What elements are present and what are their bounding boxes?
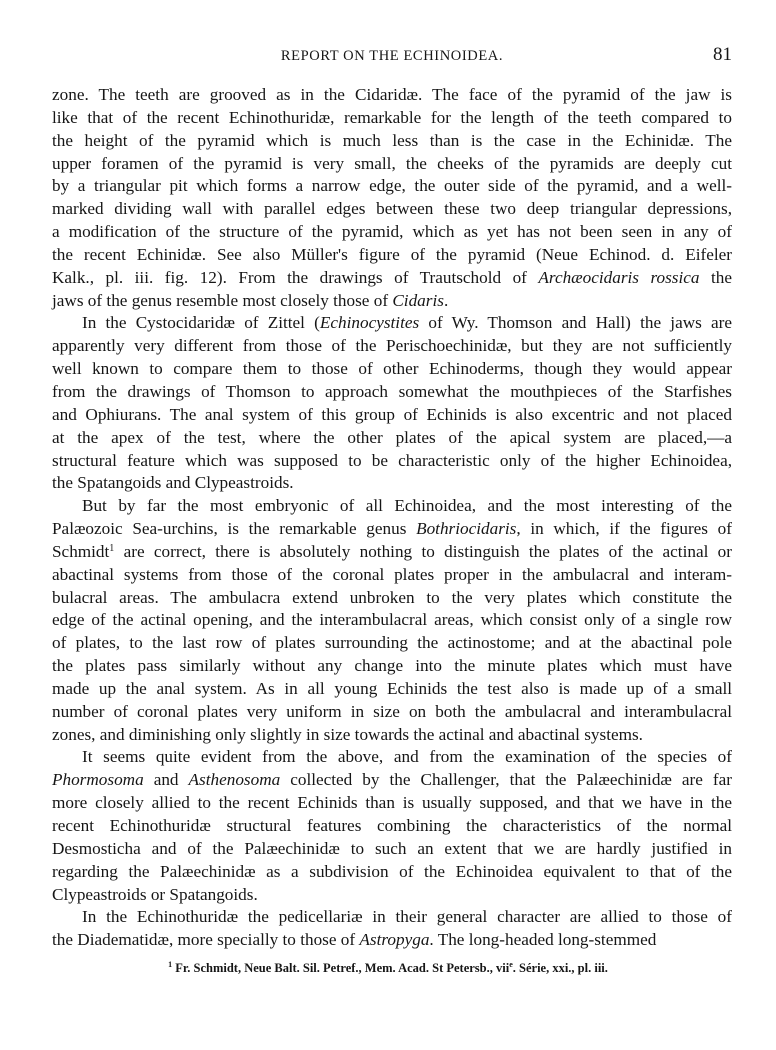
text-line: Clypeastroids or Spatangoids. (52, 884, 258, 904)
text-span: are correct, there is absolutely nothing to distinguish the plates of the actinal or (114, 541, 732, 561)
text-line (52, 518, 732, 541)
text-span: . The long-headed long-stemmed (429, 930, 657, 950)
text-line: of plates, to the last row of plates surrounding the actinostome; and at the abactinal pole (52, 633, 732, 653)
text-line: marked dividing wall with parallel edges between these two deep triangular depressions, (52, 199, 732, 219)
italic-term: Asthenosoma (188, 770, 281, 790)
text-line: more closely allied to the recent Echinids than is usually supposed, and that we have in the (52, 793, 732, 813)
italic-term: Bothriocidaris (416, 519, 517, 539)
text-line: at the apex of the test, where the other plates of the apical system are placed,—a (52, 427, 732, 447)
text-line: In the Echinothuridæ the pedicellariæ in their general character are allied to those of (82, 907, 732, 927)
italic-term: Cidaris (392, 290, 444, 310)
text-line: regarding the Palæechinidæ as a subdivision of the Echinoidea equivalent to that of the (52, 861, 732, 881)
text-line (52, 929, 732, 952)
text-line: recent Echinothuridæ structural features combining the characteristics of the normal (52, 816, 732, 835)
text-line (52, 769, 732, 792)
footnote (0, 961, 776, 976)
footnote-superscript: e (509, 960, 513, 969)
text-line: by a triangular pit which forms a narrow edge, the outer side of the pyramid, and a well- (52, 176, 732, 196)
paragraph (52, 906, 732, 952)
page-number: 81 (713, 44, 732, 65)
text-line: But by far the most embryonic of all Echinoidea, and the most interesting of the (82, 496, 732, 516)
text-span: In the Cystocidaridæ of Zittel ( (82, 313, 320, 333)
text-line (52, 290, 732, 313)
paragraph (52, 312, 732, 495)
italic-term: Phormosoma (52, 770, 144, 790)
text-line (52, 312, 732, 335)
text-line: the height of the pyramid which is much less than is the case in the Echinidæ. The (52, 130, 732, 150)
text-line: made up the anal system. As in all young Echinids the test also is made up of a small (52, 678, 732, 698)
footnote-text-end: . Série, xxi., pl. iii. (512, 961, 608, 975)
text-line (52, 541, 732, 564)
paragraph (52, 746, 732, 906)
text-span: Kalk., pl. iii. fig. 12). From the drawings of Trautschold of (52, 267, 539, 287)
text-line: and Ophiurans. The anal system of this group of Echinids is also excentric and not placed (52, 404, 732, 424)
text-line: It seems quite evident from the above, and from the examination of the species of (82, 747, 732, 767)
text-line (52, 267, 732, 290)
text-span: jaws of the genus resemble most closely those of (52, 290, 393, 310)
text-line: zones, and diminishing only slightly in size towards the actinal and abactinal systems. (52, 724, 643, 744)
text-span: and (143, 770, 189, 790)
running-header (52, 44, 732, 68)
text-line: Desmosticha and of the Palæechinidæ to such an extent that we are hardly justified in (52, 838, 732, 858)
text-line: structural feature which was supposed to be characteristic only of the higher Echinoidea, (52, 450, 732, 470)
text-span: Schmidt (52, 541, 110, 561)
footnote-reference: 1 (109, 542, 115, 554)
body-text (52, 84, 732, 952)
text-line: bulacral areas. The ambulacra extend unbroken to the very plates which constitute the (52, 587, 732, 607)
italic-term: Astropyga (359, 930, 430, 950)
text-line: number of coronal plates very uniform in size on both the ambulacral and interambulacral (52, 701, 732, 721)
text-line: like that of the recent Echinothuridæ, remarkable for the length of the teeth compared to (52, 107, 732, 127)
footnote-text: Fr. Schmidt, Neue Balt. Sil. Petref., Mem. Acad. St Petersb., vii (172, 961, 510, 975)
text-line: abactinal systems from those of the coronal plates proper in the ambulacral and interam- (52, 564, 732, 584)
text-line: from the drawings of Thomson to approach somewhat the mouthpieces of the Starfishes (52, 381, 732, 401)
text-line: upper foramen of the pyramid is very small, the cheeks of the pyramids are deeply cut (52, 153, 732, 173)
text-line: well known to compare them to those of other Echinoderms, though they would appear (52, 359, 732, 379)
text-span: of Wy. Thomson and Hall) the jaws are (419, 313, 732, 333)
text-line: apparently very different from those of the Perischoechinidæ, but they are not sufficiently (52, 336, 732, 356)
text-line: the Spatangoids and Clypeastroids. (52, 473, 294, 493)
text-line: zone. The teeth are grooved as in the Cidaridæ. The face of the pyramid of the jaw is (52, 85, 732, 104)
text-span: , in which, if the figures of (516, 519, 732, 539)
text-span: the Diadematidæ, more specially to those of (52, 930, 360, 950)
text-line: edge of the actinal opening, and the interambulacral areas, which consist only of a single row (52, 610, 732, 630)
text-line: the recent Echinidæ. See also Müller's figure of the pyramid (Neue Echinod. d. Eifeler (52, 244, 732, 264)
text-span: Palæozoic Sea-urchins, is the remarkable genus (52, 519, 417, 539)
italic-term: Echinocystites (319, 313, 420, 333)
text-span: collected by the Challenger, that the Palæechinidæ are far (280, 770, 732, 790)
paragraph (52, 84, 732, 312)
text-span: the (699, 267, 732, 287)
text-line: the plates pass similarly without any change into the minute plates which must have (52, 656, 732, 676)
text-span: . (443, 290, 449, 310)
italic-term: Archæocidaris rossica (538, 267, 700, 287)
paragraph (52, 495, 732, 746)
footnote-marker: 1 (168, 960, 173, 969)
text-line: a modification of the structure of the pyramid, which as yet has not been seen in any of (52, 222, 732, 242)
running-title: REPORT ON THE ECHINOIDEA. (280, 48, 504, 64)
